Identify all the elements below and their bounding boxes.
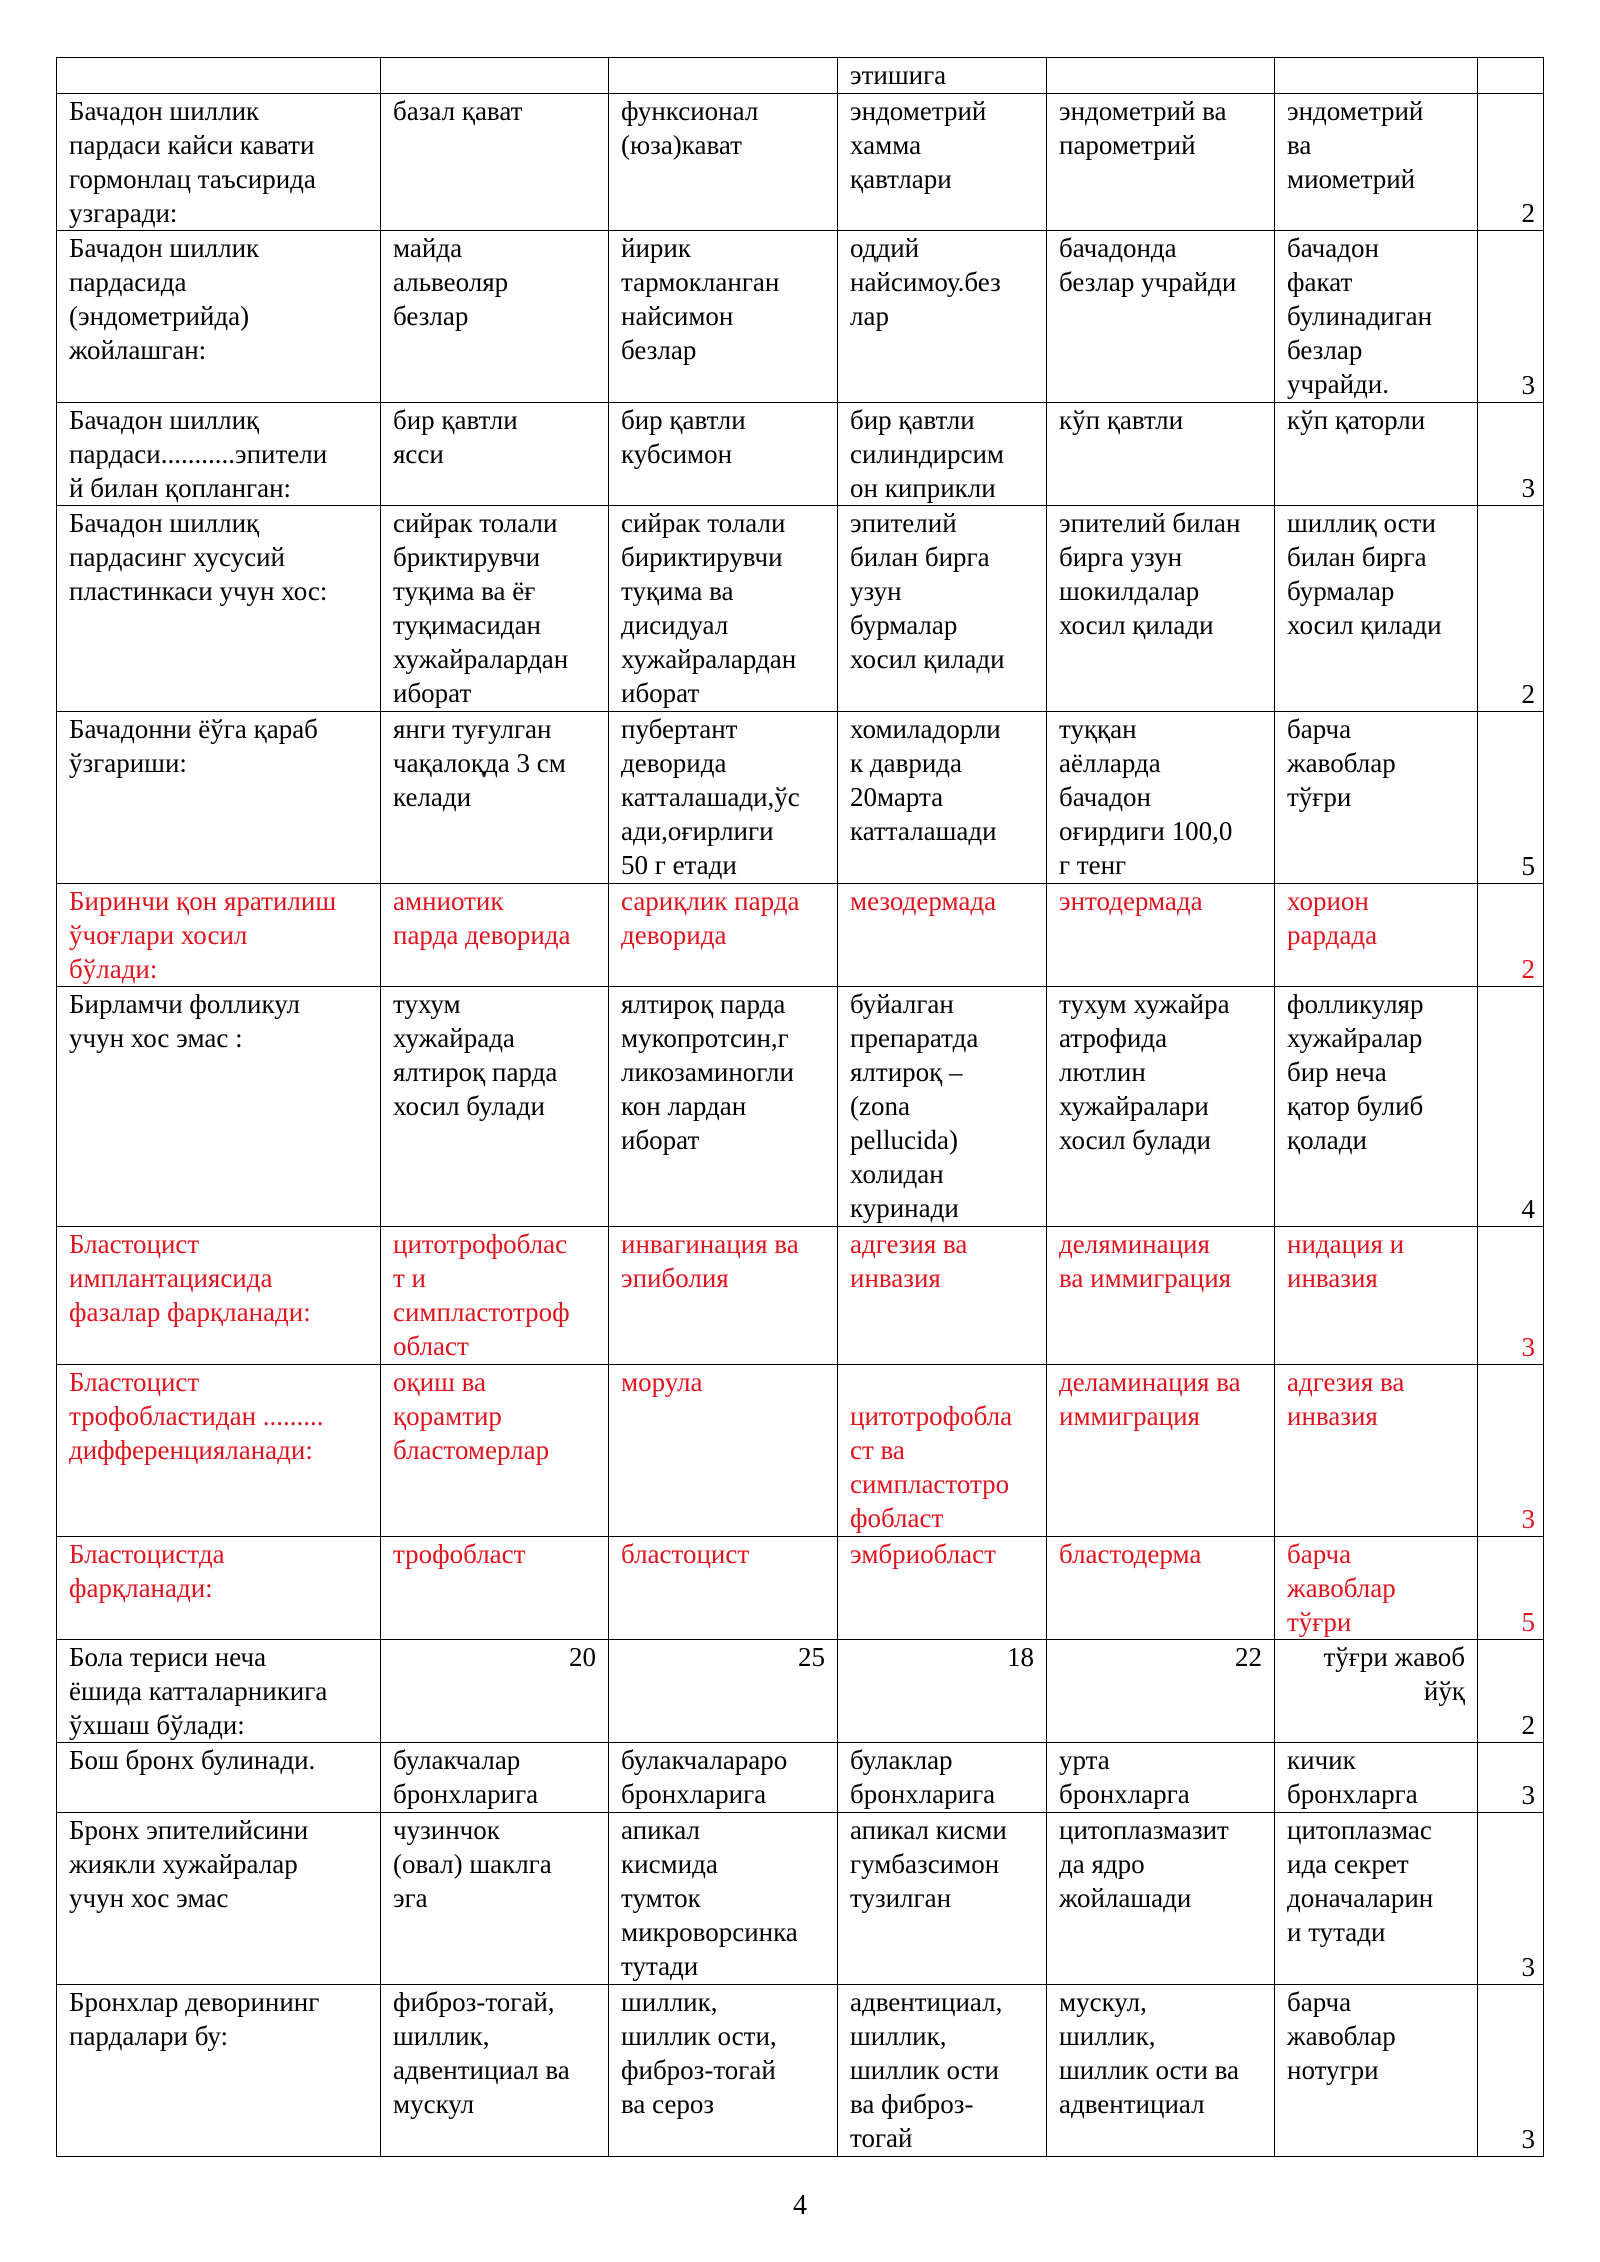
option-text: 18 bbox=[1007, 1642, 1034, 1672]
option-text: кичик бронхларга bbox=[1287, 1745, 1418, 1809]
option-text: бир қавтли силиндирсим он киприкли bbox=[850, 405, 1005, 503]
answer-number: 3 bbox=[1521, 370, 1535, 400]
question-text: Бластоцистда фарқланади: bbox=[69, 1539, 225, 1603]
table-row bbox=[57, 1227, 1544, 1365]
option-cell bbox=[381, 1743, 609, 1813]
table-row bbox=[57, 1640, 1544, 1743]
option-cell bbox=[1275, 1985, 1478, 2157]
option-cell bbox=[1275, 1227, 1478, 1365]
option-text: янги туғулган чақалоқда 3 см келади bbox=[393, 714, 566, 812]
question-text: Бронхлар деворининг пардалари бу: bbox=[69, 1987, 320, 2051]
question-cell bbox=[57, 712, 381, 884]
table-row bbox=[57, 231, 1544, 403]
option-text: эндометрий ва миометрий bbox=[1287, 96, 1424, 194]
option-cell bbox=[1275, 987, 1478, 1227]
option-cell bbox=[609, 1743, 838, 1813]
option-cell bbox=[609, 1537, 838, 1640]
option-cell bbox=[1275, 231, 1478, 403]
option-cell bbox=[1047, 58, 1275, 94]
option-cell bbox=[381, 1227, 609, 1365]
option-text: пубертант деворида катталашади,ўс ади,оғирлиги 50 г етади bbox=[621, 714, 800, 880]
option-text: тухум хужайра атрофида лютлин хужайралари хосил булади bbox=[1059, 989, 1230, 1155]
option-text: бачадон факат булинадиган безлар учрайди. bbox=[1287, 233, 1433, 399]
question-cell bbox=[57, 1365, 381, 1537]
table-row bbox=[57, 712, 1544, 884]
question-cell bbox=[57, 94, 381, 231]
option-cell bbox=[1275, 403, 1478, 506]
option-text: мезодермада bbox=[850, 886, 997, 916]
option-text: бир қавтли ясси bbox=[393, 405, 518, 469]
table-row bbox=[57, 1743, 1544, 1813]
option-cell bbox=[381, 1365, 609, 1537]
option-cell bbox=[381, 506, 609, 712]
option-cell bbox=[609, 58, 838, 94]
option-text: фолликуляр хужайралар бир неча қатор булиб қолади bbox=[1287, 989, 1424, 1155]
option-cell bbox=[1047, 231, 1275, 403]
question-text: Бачадон шиллик пардаси кайси кавати гормонлац таъсирида узгаради: bbox=[69, 96, 316, 228]
answer-number-cell bbox=[1478, 884, 1544, 987]
option-text: хорион pардада bbox=[1287, 886, 1378, 950]
option-text: цитоплазмас ида секрет доначаларин и тутади bbox=[1287, 1815, 1434, 1947]
option-cell bbox=[1047, 712, 1275, 884]
option-cell bbox=[381, 1537, 609, 1640]
option-text: 22 bbox=[1235, 1642, 1262, 1672]
table-row bbox=[57, 506, 1544, 712]
option-cell bbox=[1047, 94, 1275, 231]
answer-number-cell bbox=[1478, 987, 1544, 1227]
answer-number: 2 bbox=[1521, 1710, 1535, 1740]
question-text: Бирламчи фолликул учун хос эмас : bbox=[69, 989, 300, 1053]
table-row bbox=[57, 58, 1544, 94]
question-text: Бачадон шиллик пардасида (эндометрийда) жойлашган: bbox=[69, 233, 260, 365]
option-text: хомиладорли к даврида 20марта катталашади bbox=[850, 714, 1001, 846]
option-text: мускул, шиллик, шиллик ости ва адвентициал bbox=[1059, 1987, 1240, 2119]
table-row bbox=[57, 403, 1544, 506]
answer-number: 3 bbox=[1521, 1952, 1535, 1982]
answer-number-cell bbox=[1478, 506, 1544, 712]
question-cell bbox=[57, 1743, 381, 1813]
option-text: эндометрий хамма қавтлари bbox=[850, 96, 987, 194]
option-text: инвагинация ва эпиболия bbox=[621, 1229, 799, 1293]
option-text: цитотрофоблас т и симпластотроф област bbox=[393, 1229, 570, 1361]
option-text: бластоцист bbox=[621, 1539, 750, 1569]
option-cell bbox=[1047, 403, 1275, 506]
option-cell bbox=[838, 1365, 1047, 1537]
option-text: эмбриобласт bbox=[850, 1539, 996, 1569]
option-cell bbox=[609, 231, 838, 403]
option-text: бир қавтли кубсимон bbox=[621, 405, 746, 469]
answer-number: 2 bbox=[1521, 679, 1535, 709]
option-cell bbox=[381, 1640, 609, 1743]
answer-number: 3 bbox=[1521, 1780, 1535, 1810]
option-text: тўғри жавоб йўқ bbox=[1323, 1642, 1465, 1706]
option-text: буйалган препаратда ялтироқ – (zona pellucida) холидан куринади bbox=[850, 989, 979, 1223]
option-cell bbox=[609, 884, 838, 987]
table-row bbox=[57, 987, 1544, 1227]
option-text: апикал кисми гумбазсимон тузилган bbox=[850, 1815, 1007, 1913]
option-text: функсионал (юза)кават bbox=[621, 96, 759, 160]
option-cell bbox=[838, 58, 1047, 94]
option-cell bbox=[838, 1743, 1047, 1813]
question-cell bbox=[57, 58, 381, 94]
option-cell bbox=[609, 1640, 838, 1743]
option-cell bbox=[1275, 506, 1478, 712]
option-text: шиллиқ ости билан бирга бурмалар хосил қилади bbox=[1287, 508, 1442, 640]
option-cell bbox=[838, 987, 1047, 1227]
option-text: барча жавоблар тўғри bbox=[1287, 1539, 1396, 1637]
question-text: Бош бронх булинади. bbox=[69, 1745, 316, 1775]
answer-number-cell bbox=[1478, 1227, 1544, 1365]
option-text: деляминация ва иммиграция bbox=[1059, 1229, 1232, 1293]
answer-number: 2 bbox=[1521, 954, 1535, 984]
option-text: эндометрий ва парометрий bbox=[1059, 96, 1227, 160]
option-cell bbox=[838, 506, 1047, 712]
option-text: урта бронхларга bbox=[1059, 1745, 1190, 1809]
option-cell bbox=[609, 987, 838, 1227]
option-cell bbox=[838, 1537, 1047, 1640]
answer-number: 5 bbox=[1521, 851, 1535, 881]
option-cell bbox=[838, 403, 1047, 506]
table-row bbox=[57, 1985, 1544, 2157]
option-cell bbox=[609, 712, 838, 884]
option-cell bbox=[381, 58, 609, 94]
option-cell bbox=[1275, 1813, 1478, 1985]
table-row bbox=[57, 884, 1544, 987]
page-number: 4 bbox=[793, 2190, 807, 2221]
option-text: трофобласт bbox=[393, 1539, 526, 1569]
option-cell bbox=[1275, 1640, 1478, 1743]
answer-number: 3 bbox=[1521, 1332, 1535, 1362]
option-cell bbox=[838, 94, 1047, 231]
question-text: Бола териси неча ёшида катталарникига ўхшаш бўлади: bbox=[69, 1642, 328, 1740]
answer-number: 4 bbox=[1521, 1194, 1535, 1224]
option-text: апикал кисмида тумток микроворсинка тутади bbox=[621, 1815, 798, 1981]
option-text: цитоплазмазит да ядро жойлашади bbox=[1059, 1815, 1229, 1913]
option-cell bbox=[381, 403, 609, 506]
option-cell bbox=[1275, 884, 1478, 987]
question-cell bbox=[57, 987, 381, 1227]
option-text: сариқлик парда деворида bbox=[621, 886, 800, 950]
question-text: Бронх эпителийсини жиякли хужайралар учун хос эмас bbox=[69, 1815, 309, 1913]
table-row bbox=[57, 1537, 1544, 1640]
option-text: оддий найсимоу.без лар bbox=[850, 233, 1001, 331]
question-cell bbox=[57, 231, 381, 403]
option-cell bbox=[1047, 884, 1275, 987]
answer-number: 5 bbox=[1521, 1607, 1535, 1637]
option-cell bbox=[1047, 1743, 1275, 1813]
option-text: булаклар бронхларига bbox=[850, 1745, 996, 1809]
option-text: сийрак толали бриктирувчи туқима ва ёғ туқимасидан хужайралардан иборат bbox=[393, 508, 569, 708]
option-cell bbox=[1275, 58, 1478, 94]
option-cell bbox=[1047, 1365, 1275, 1537]
answer-number: 2 bbox=[1521, 198, 1535, 228]
option-text: шиллик, шиллик ости, фиброз-тогай ва сероз bbox=[621, 1987, 777, 2119]
option-cell bbox=[381, 231, 609, 403]
answer-number-cell bbox=[1478, 231, 1544, 403]
answer-number-cell bbox=[1478, 1743, 1544, 1813]
option-cell bbox=[838, 712, 1047, 884]
option-text: булакчалараро бронхларига bbox=[621, 1745, 788, 1809]
question-cell bbox=[57, 1227, 381, 1365]
option-cell bbox=[609, 1813, 838, 1985]
option-cell bbox=[838, 1813, 1047, 1985]
option-cell bbox=[1047, 1985, 1275, 2157]
option-cell bbox=[1275, 1537, 1478, 1640]
question-text: Бачадонни ёўга қараб ўзгариши: bbox=[69, 714, 318, 778]
option-text: туққан аёлларда бачадон оғирдиги 100,0 г тенг bbox=[1059, 714, 1233, 880]
option-text: кўп қаторли bbox=[1287, 405, 1426, 435]
option-text: барча жавоблар тўғри bbox=[1287, 714, 1396, 812]
answer-number-cell bbox=[1478, 1813, 1544, 1985]
option-text: бачадонда безлар учрайди bbox=[1059, 233, 1237, 297]
option-cell bbox=[609, 1227, 838, 1365]
option-cell bbox=[1275, 1743, 1478, 1813]
answer-number-cell bbox=[1478, 1365, 1544, 1537]
option-cell bbox=[1047, 1813, 1275, 1985]
option-text: адгезия ва инвазия bbox=[1287, 1367, 1405, 1431]
table-row bbox=[57, 94, 1544, 231]
answer-number-cell bbox=[1478, 58, 1544, 94]
question-text: Биринчи қон яратилиш ўчоғлари хосил бўлади: bbox=[69, 886, 337, 984]
question-cell bbox=[57, 884, 381, 987]
option-text: чузинчок (овал) шаклга эга bbox=[393, 1815, 552, 1913]
option-cell bbox=[381, 884, 609, 987]
answer-number: 3 bbox=[1521, 1504, 1535, 1534]
option-cell bbox=[1047, 1227, 1275, 1365]
question-cell bbox=[57, 506, 381, 712]
answer-number-cell bbox=[1478, 403, 1544, 506]
table-row bbox=[57, 1813, 1544, 1985]
option-cell bbox=[609, 506, 838, 712]
option-cell bbox=[1275, 1365, 1478, 1537]
answer-number: 3 bbox=[1521, 473, 1535, 503]
option-cell bbox=[1275, 94, 1478, 231]
table-body bbox=[57, 58, 1544, 2157]
option-cell bbox=[838, 1985, 1047, 2157]
option-cell bbox=[1047, 987, 1275, 1227]
option-cell bbox=[381, 987, 609, 1227]
option-cell bbox=[381, 1985, 609, 2157]
question-text: Бластоцист имплантациясида фазалар фарқланади: bbox=[69, 1229, 311, 1327]
option-text: деламинация ва иммиграция bbox=[1059, 1367, 1241, 1431]
option-text: 25 bbox=[798, 1642, 825, 1672]
option-cell bbox=[1047, 1640, 1275, 1743]
answer-number-cell bbox=[1478, 1537, 1544, 1640]
option-cell bbox=[1047, 506, 1275, 712]
option-text: сийрак толали бириктирувчи туқима ва дисидуал хужайралардан иборат bbox=[621, 508, 797, 708]
option-text: этишига bbox=[850, 60, 947, 90]
question-cell bbox=[57, 1537, 381, 1640]
option-text: фиброз-тогай, шиллик, адвентициал ва мускул bbox=[393, 1987, 570, 2119]
option-text: тухум хужайрада ялтироқ парда хосил булади bbox=[393, 989, 558, 1121]
question-cell bbox=[57, 1985, 381, 2157]
option-text: базал қават bbox=[393, 96, 523, 126]
option-cell bbox=[381, 94, 609, 231]
option-cell bbox=[381, 1813, 609, 1985]
option-cell bbox=[1275, 712, 1478, 884]
option-text: кўп қавтли bbox=[1059, 405, 1184, 435]
option-text: оқиш ва қорамтир бластомерлар bbox=[393, 1367, 550, 1465]
answer-number: 3 bbox=[1521, 2124, 1535, 2154]
option-cell bbox=[838, 1640, 1047, 1743]
answer-number-cell bbox=[1478, 1640, 1544, 1743]
option-text: майда альвеоляр безлар bbox=[393, 233, 509, 331]
option-cell bbox=[838, 231, 1047, 403]
option-text: морула bbox=[621, 1367, 703, 1397]
option-text: амниотик парда деворида bbox=[393, 886, 571, 950]
option-text: адвентициал, шиллик, шиллик ости ва фиброз- тогай bbox=[850, 1987, 1003, 2153]
option-text: ялтироқ парда мукопротсин,г ликозаминогли кон лардан иборат bbox=[621, 989, 794, 1155]
answer-number-cell bbox=[1478, 94, 1544, 231]
question-cell bbox=[57, 1813, 381, 1985]
option-cell bbox=[1047, 1537, 1275, 1640]
option-cell bbox=[381, 712, 609, 884]
answer-number-cell bbox=[1478, 1985, 1544, 2157]
option-text: йирик тармокланган найсимон безлар bbox=[621, 233, 780, 365]
option-text: эпителий билан бирга узун шокилдалар хосил қилади bbox=[1059, 508, 1241, 640]
option-cell bbox=[838, 884, 1047, 987]
option-cell bbox=[609, 1985, 838, 2157]
option-text: барча жавоблар нотугри bbox=[1287, 1987, 1396, 2085]
question-cell bbox=[57, 403, 381, 506]
option-text: энтодермада bbox=[1059, 886, 1203, 916]
answer-number-cell bbox=[1478, 712, 1544, 884]
option-text: цитотрофобла ст ва симпластотро фобласт bbox=[850, 1401, 1013, 1533]
question-text: Бачадон шиллиқ пардасинг хусусий пластинкаси учун хос: bbox=[69, 508, 328, 606]
option-text: эпителий билан бирга узун бурмалар хосил қилади bbox=[850, 508, 1005, 674]
option-text: 20 bbox=[569, 1642, 596, 1672]
option-text: нидация и инвазия bbox=[1287, 1229, 1405, 1293]
question-text: Бачадон шиллиқ пардаси...........эпители й билан қопланган: bbox=[69, 405, 328, 503]
quiz-table bbox=[56, 57, 1544, 2157]
option-cell bbox=[609, 1365, 838, 1537]
option-text: бластодерма bbox=[1059, 1539, 1202, 1569]
option-text: булакчалар бронхларига bbox=[393, 1745, 539, 1809]
option-text: адгезия ва инвазия bbox=[850, 1229, 968, 1293]
table-row bbox=[57, 1365, 1544, 1537]
option-cell bbox=[838, 1227, 1047, 1365]
option-cell bbox=[609, 94, 838, 231]
option-cell bbox=[609, 403, 838, 506]
question-cell bbox=[57, 1640, 381, 1743]
question-text: Бластоцист трофобластидан ......... дифференцияланади: bbox=[69, 1367, 324, 1465]
